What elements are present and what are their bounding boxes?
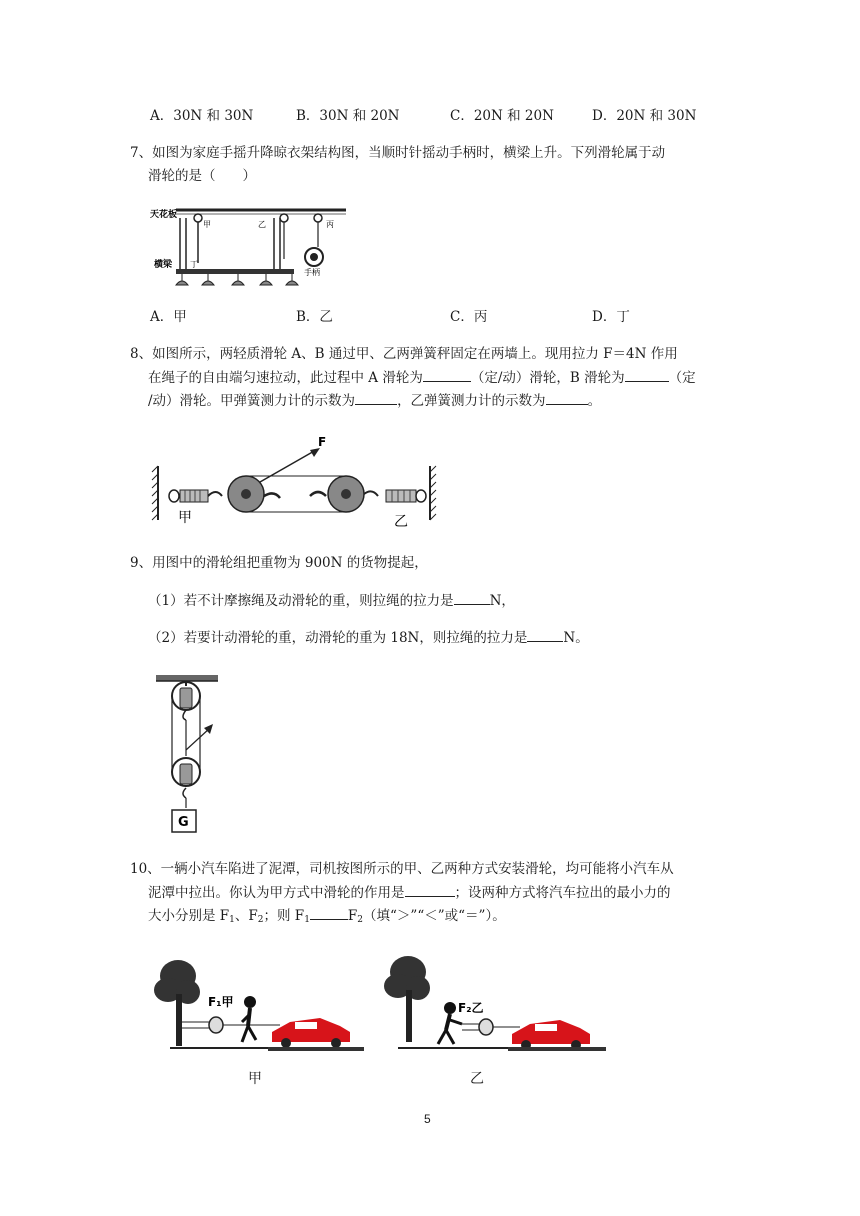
q10-stem-line2	[148, 882, 671, 903]
q8-force-label: F	[318, 435, 327, 449]
q10-text-2a: 泥潭中拉出。你认为甲方式中滑轮的作用是	[148, 885, 405, 901]
q8-text-3b: ，乙弹簧测力计的示数为	[397, 393, 546, 409]
q7-bing-label: 丙	[326, 220, 334, 229]
q9-stem-line1: 9、用图中的滑轮组把重物为 900N 的货物提起，	[130, 555, 428, 571]
q7-option-c: C．丙	[450, 309, 488, 325]
q7-beam-label: 横梁	[154, 260, 173, 270]
q10-sub-1a: 1	[229, 915, 235, 925]
q10-figure-yi	[380, 950, 610, 1060]
page-number: 5	[424, 1112, 431, 1126]
q10-text-2b: ；设两种方式将汽车拉出的最小力的	[454, 885, 671, 901]
q8-stem-line1: 8、如图所示，两轻质滑轮 A、B 通过甲、乙两弹簧秤固定在两墙上。现用拉力 F＝4N 作用	[130, 346, 678, 362]
q6-option-a: A．30N 和 30N	[150, 108, 254, 124]
q10-text-3c: ；则 F	[263, 908, 305, 924]
q10-figure-yi-caption: 乙	[470, 1071, 484, 1087]
q9-sub1-text-a: （1）若不计摩擦绳及动滑轮的重，则拉绳的拉力是	[148, 593, 454, 609]
q9-sub2-text-b: N。	[563, 630, 589, 646]
q10-text-3e: （填“＞”“＜”或“＝”）。	[363, 908, 506, 924]
q9-sub1-text-b: N，	[489, 593, 515, 609]
q9-sub2	[148, 627, 589, 648]
q7-ceiling-label: 天花板	[150, 210, 178, 220]
q8-pulley-figure	[150, 430, 450, 530]
q10-sub-2b: 2	[357, 915, 364, 925]
q8-text-2a: 在绳子的自由端匀速拉动，此过程中 A 滑轮为	[148, 370, 423, 386]
q9-blank-2	[527, 627, 563, 642]
q8-text-3c: 。	[587, 393, 602, 409]
q10-blank-function	[405, 882, 455, 897]
q7-jia-label: 甲	[203, 220, 211, 229]
q6-option-b: B．30N 和 20N	[296, 108, 400, 124]
q10-sub-2a: 2	[257, 915, 264, 925]
q8-jia-label: 甲	[178, 510, 192, 526]
q8-blank-jia-reading	[355, 390, 397, 405]
q10-blank-compare	[310, 905, 348, 920]
q7-clothes-rack-figure	[146, 197, 346, 297]
q7-ding-label: 丁	[190, 260, 198, 269]
q7-option-b: B．乙	[296, 309, 333, 325]
q6-option-d: D．20N 和 30N	[592, 108, 697, 124]
q8-blank-b-type	[625, 367, 669, 382]
q10-stem-line3	[148, 905, 506, 930]
q8-blank-yi-reading	[546, 390, 588, 405]
q10-text-3b: 、F	[234, 908, 258, 924]
q7-handle-label: 手柄	[304, 268, 320, 277]
q6-option-c: C．20N 和 20N	[450, 108, 554, 124]
q10-f2-label: F₂乙	[458, 1001, 484, 1015]
q8-text-2b: （定/动）滑轮，B 滑轮为	[470, 370, 625, 386]
q10-text-3d: F	[347, 908, 358, 924]
q10-text-3a: 大小分别是 F	[148, 908, 230, 924]
q9-pulley-block-figure	[150, 672, 230, 836]
q10-stem-line1: 10、一辆小汽车陷进了泥潭，司机按图所示的甲、乙两种方式安装滑轮，均可能将小汽车从	[130, 861, 674, 877]
q9-weight-label: G	[178, 815, 189, 830]
q9-blank-1	[454, 590, 490, 605]
q7-option-d: D．丁	[592, 309, 630, 325]
q10-figure-jia-caption: 甲	[248, 1071, 262, 1087]
q10-figure-jia	[150, 950, 380, 1060]
q9-sub2-text-a: （2）若要计动滑轮的重，动滑轮的重为 18N，则拉绳的拉力是	[148, 630, 528, 646]
q8-stem-line2	[148, 367, 696, 388]
q8-text-3a: /动）滑轮。甲弹簧测力计的示数为	[148, 393, 356, 409]
q8-blank-a-type	[423, 367, 471, 382]
q8-text-2c: （定	[668, 370, 696, 386]
q7-option-a: A．甲	[150, 309, 187, 325]
q7-stem-line1: 7、如图为家庭手摇升降晾衣架结构图，当顺时针摇动手柄时，横梁上升。下列滑轮属于动	[130, 145, 666, 161]
q7-yi-label: 乙	[258, 220, 266, 229]
q9-sub1	[148, 590, 515, 611]
q7-stem-line2: 滑轮的是（ ）	[148, 168, 256, 184]
q8-yi-label: 乙	[394, 514, 408, 530]
q10-f1-label: F₁甲	[208, 995, 234, 1009]
q8-stem-line3	[148, 390, 601, 411]
q10-sub-1b: 1	[304, 915, 310, 925]
